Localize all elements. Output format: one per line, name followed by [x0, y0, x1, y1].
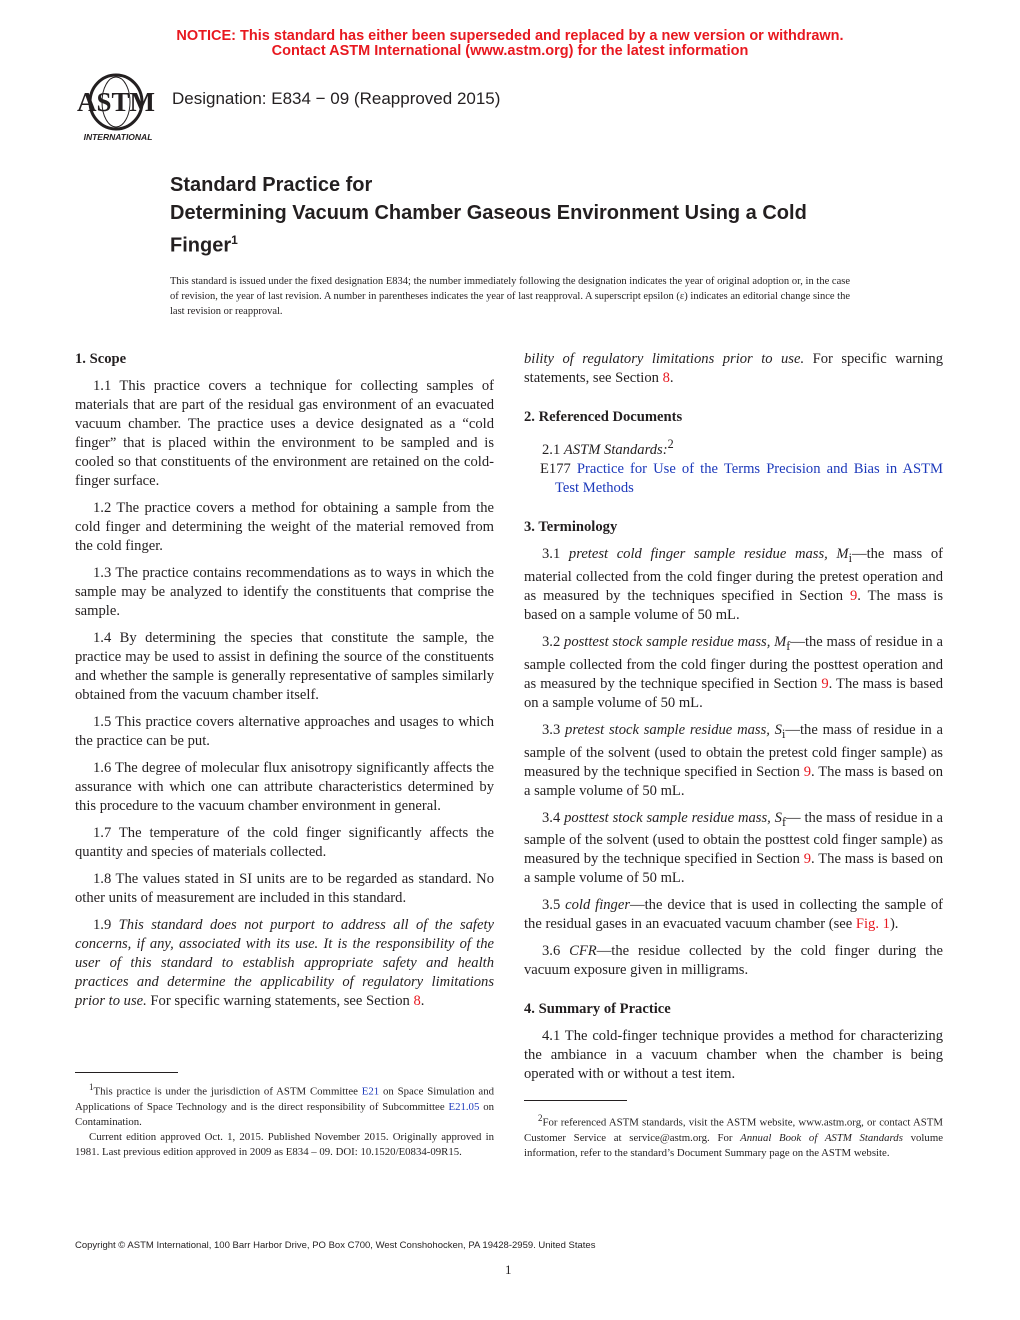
referenced-heading: 2. Referenced Documents: [524, 409, 683, 425]
para-2-1-num: 2.1: [542, 441, 561, 458]
astm-logo-icon: [74, 72, 164, 146]
footnote-2: [524, 1111, 943, 1161]
designation: Designation: E834 − 09 (Reapproved 2015): [172, 89, 501, 108]
footnote-1: [75, 1080, 494, 1160]
notice-line-2: Contact ASTM International (www.astm.org) for the latest information: [271, 43, 749, 59]
term-3-2: [524, 633, 943, 713]
para-1-9: [75, 916, 494, 1009]
ref-e177: [524, 460, 943, 498]
term-3-1-ref-link[interactable]: 9: [849, 587, 858, 604]
term-3-4-num: 3.4: [542, 809, 561, 826]
subcommittee-e2105-link[interactable]: E21.05: [448, 1100, 480, 1113]
footnote-rule-right: [524, 1100, 627, 1101]
footnote-2-mark: 2: [538, 1113, 543, 1123]
term-3-5-num: 3.5: [542, 897, 561, 914]
para-1-9-italic: This standard does not purport to address all of the safety concerns, if any, associated with its use. It is the responsibility of the user of this standard to establish appropriate safety and health practices and determine the applicability of regulatory limitations prior to use.: [75, 917, 494, 1009]
term-3-3-term: pretest stock sample residue mass, S: [565, 721, 782, 738]
para-1-5: 1.5 This practice covers alternative approaches and usages to which the practice can be put.: [75, 714, 494, 749]
scope-heading: 1. Scope: [75, 351, 127, 367]
term-3-1-text: —the mass of material collected from the cold finger during the pretest operation and as measured by the techniques specified in Section: [524, 545, 943, 604]
term-3-1-end: . The mass is based on a sample volume of 50 mL.: [524, 587, 943, 623]
term-3-2-text: —the mass of residue in a sample collected from the cold finger during the posttest operation and as measured by the technique specified in Section: [524, 633, 943, 692]
term-3-3-sub: i: [781, 726, 786, 741]
footnote-1-text-b: on Space Simulation and Applications of Space Technology and is the direct responsibility of Subcommittee: [75, 1085, 495, 1113]
term-3-2-num: 3.2: [542, 633, 561, 650]
term-3-4: [524, 809, 943, 889]
para-1-2: 1.2 The practice covers a method for obtaining a sample from the cold finger and determining the weight of the material removed from the cold finger.: [75, 500, 494, 554]
term-3-4-text: — the mass of residue in a sample of the solvent (used to obtain the posttest cold finger sample) as measured by the technique specified in Section: [524, 809, 943, 868]
term-3-4-term: posttest stock sample residue mass, S: [564, 809, 782, 826]
title-main: [170, 200, 870, 260]
term-3-3-text: —the mass of residue in a sample of the solvent (used to obtain the pretest cold finger sample) as measured by the technique specified in Section: [524, 721, 943, 780]
footnote-1-para: [75, 1080, 494, 1130]
term-3-1: [524, 545, 943, 625]
footnote-1-edition: Current edition approved Oct. 1, 2015. Published November 2015. Originally approved in 1981. Last previous edition approved in 2009 as E834 – 09. DOI: 10.1520/E0834-09R15.: [75, 1130, 494, 1158]
para-1-4: 1.4 By determining the species that constitute the sample, the practice may be used to assist in defining the source of the constituents and whether the sample is generally representative of samples similarly obtained from the vacuum chamber itself.: [75, 630, 494, 703]
para-1-9-continued: bility of regulatory limitations prior to use. For specific warning statements, see Section 8.: [524, 351, 944, 386]
term-3-1-term: pretest cold finger sample residue mass, M: [568, 545, 849, 562]
footnote-2-text-b: volume information, refer to the standard’s Document Summary page on the ASTM website.: [524, 1131, 944, 1159]
para-1-6: 1.6 The degree of molecular flux anisotropy significantly affects the assurance with which one can attribute characteristics determined by this procedure to the vacuum chamber environment in general.: [75, 760, 494, 814]
term-3-5-end: ).: [889, 916, 899, 933]
term-3-4-ref-link[interactable]: 9: [803, 851, 812, 868]
title-line-1: Standard Practice for: [170, 174, 373, 196]
term-3-1-num: 3.1: [542, 545, 561, 562]
footnote-rule-left: [75, 1072, 178, 1073]
term-3-6-num: 3.6: [542, 943, 561, 960]
term-3-2-end: . The mass is based on a sample volume of 50 mL.: [524, 675, 943, 711]
right-column: [524, 350, 943, 1092]
para-2-1-sup: 2: [667, 437, 674, 451]
left-column: [75, 350, 494, 1009]
logo-subtitle: INTERNATIONAL: [83, 132, 153, 142]
astm-logo: [74, 72, 164, 146]
para-1-8: 1.8 The values stated in SI units are to be regarded as standard. No other units of measurement are included in this standard.: [75, 871, 494, 906]
para-1-1: 1.1 This practice covers a technique for collecting samples of materials that are part of the residual gas environment of an evacuated vacuum chamber. The practice uses a device designated as a “cold finger” that is placed within the environment to be sampled and is cooled so that constituents of the environment are retained on the cold-finger surface.: [75, 378, 494, 489]
para-1-7: 1.7 The temperature of the cold finger significantly affects the quantity and species of materials collected.: [75, 825, 494, 860]
term-3-2-sub: f: [786, 638, 791, 653]
para-4-1: 4.1 The cold-finger technique provides a method for characterizing the ambiance in a vacuum chamber when the chamber is being operated with or without a test item.: [524, 1028, 943, 1083]
term-3-2-term: posttest stock sample residue mass, M: [564, 633, 787, 650]
notice-line-1: NOTICE: This standard has either been superseded and replaced by a new version or withdrawn.: [176, 28, 844, 44]
issued-notice: This standard is issued under the fixed designation E834; the number immediately following the designation indicates the year of original adoption or, in the case of revision, the year of last revision. A number in parentheses indicates the year of last reapproval. A superscript epsilon (ε) indicates an editorial change since the last revision or reapproval.: [170, 276, 850, 317]
footnote-2-text-a: For referenced ASTM standards, visit the ASTM website, www.astm.org, or contact ASTM Customer Service at service@astm.org. For: [524, 1116, 943, 1144]
footnote-1-text-a: This practice is under the jurisdiction of ASTM Committee: [93, 1085, 358, 1098]
term-3-3-num: 3.3: [542, 721, 561, 738]
term-3-6-text: —the residue collected by the cold finger during the vacuum exposure given in milligrams.: [524, 943, 944, 979]
title-footnote-mark[interactable]: 1: [231, 233, 238, 247]
term-3-1-sub: i: [848, 550, 852, 565]
para-2-1-italic: ASTM Standards:: [563, 441, 668, 458]
term-3-5-text: —the device that is used in collecting the sample of the residual gases in an evacuated vacuum chamber (see: [524, 897, 943, 933]
footnote-1-mark: 1: [89, 1082, 94, 1092]
para-1-9-num: 1.9: [93, 917, 112, 933]
para-1-9-end: .: [420, 993, 425, 1009]
copyright: Copyright © ASTM International, 100 Barr Harbor Drive, PO Box C700, West Conshohocken, PA 19428-2959. United States: [75, 1240, 596, 1251]
figure-1-link[interactable]: Fig. 1: [855, 916, 890, 933]
summary-heading: 4. Summary of Practice: [524, 1001, 671, 1018]
e177-code: E177: [540, 460, 571, 477]
title-main-text: Determining Vacuum Chamber Gaseous Environment Using a Cold Finger: [170, 202, 807, 257]
term-3-5-term: cold finger: [565, 897, 631, 914]
term-3-3: [524, 721, 943, 801]
e177-title-link[interactable]: Practice for Use of the Terms Precision and Bias in ASTM Test Methods: [555, 460, 943, 496]
committee-e21-link[interactable]: E21: [361, 1085, 380, 1098]
terminology-heading: 3. Terminology: [524, 518, 618, 535]
footnote-2-italic: Annual Book of ASTM Standards: [740, 1131, 903, 1144]
term-3-3-end: . The mass is based on a sample volume of 50 mL.: [524, 763, 943, 799]
page-number: 1: [505, 1262, 512, 1277]
term-3-6: [524, 942, 943, 980]
term-3-4-sub: f: [781, 814, 787, 829]
para-1-9-tail: For specific warning statements, see Section: [150, 993, 410, 1009]
para-1-9-ref-link[interactable]: 8: [413, 993, 421, 1009]
term-3-3-ref-link[interactable]: 9: [803, 763, 812, 780]
term-3-4-end: . The mass is based on a sample volume of 50 mL.: [524, 851, 943, 887]
term-3-6-term: CFR: [569, 943, 597, 960]
para-2-1: [524, 435, 943, 460]
term-3-5: [524, 896, 943, 934]
logo-letters: ASTM: [76, 87, 156, 117]
para-1-3: 1.3 The practice contains recommendations as to ways in which the sample may be analyzed to identify the constituents that comprise the sample.: [75, 565, 494, 619]
term-3-2-ref-link[interactable]: 9: [821, 675, 829, 692]
footnote-1-text-c: on Contamination.: [75, 1100, 494, 1128]
footnote-2-para: [524, 1111, 943, 1161]
